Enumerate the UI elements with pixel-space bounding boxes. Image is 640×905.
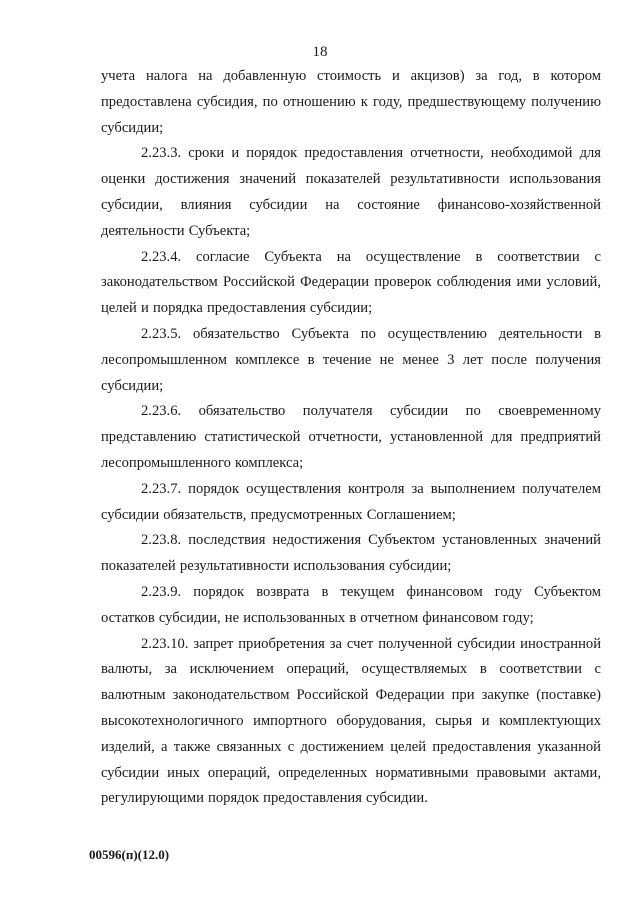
paragraph-2-23-3: 2.23.3. сроки и порядок предоставления отчетности, необходимой для оценки достижения значений показателей результативности использования субсидии, влияния субсидии на состояние финансово-хозяйственной деятельности Субъекта; (101, 145, 601, 239)
page-number: 18 (312, 44, 328, 60)
paragraph-2-23-10: 2.23.10. запрет приобретения за счет полученной субсидии иностранной валюты, за исключением операций, осуществляемых в соответствии с валютным законодательством Российской Федерации при закупке (поставке) высокотехнологичного импортного оборудования, сырья и комплектующих изделий, а также связанных с достижением целей предоставления указанной субсидии иных операций, определенных нормативными правовыми актами, регулирующими порядок предоставления субсидии. (101, 635, 601, 807)
paragraph-2-23-5: 2.23.5. обязательство Субъекта по осуществлению деятельности в лесопромышленном комплексе в течение не менее 3 лет после получения субсидии; (101, 325, 601, 394)
paragraph-2-23-4: 2.23.4. согласие Субъекта на осуществление в соответствии с законодательством Российской Федерации проверок соблюдения ими условий, целей и порядка предоставления субсидии; (101, 248, 601, 317)
document-body (101, 64, 601, 812)
paragraph-2-23-9: 2.23.9. порядок возврата в текущем финансовом году Субъектом остатков субсидии, не использованных в отчетном финансовом году; (101, 583, 601, 626)
paragraph-2-23-7: 2.23.7. порядок осуществления контроля за выполнением получателем субсидии обязательств, предусмотренных Соглашением; (101, 480, 601, 523)
paragraph-2-23-6: 2.23.6. обязательство получателя субсидии по своевременному представлению статистической отчетности, установленной для предприятий лесопромышленного комплекса; (101, 403, 601, 471)
paragraph-continuation: учета налога на добавленную стоимость и акцизов) за год, в котором предоставлена субсидия, по отношению к году, предшествующему получению субсидии; (101, 68, 601, 136)
paragraph-2-23-8: 2.23.8. последствия недостижения Субъектом установленных значений показателей результативности использования субсидии; (101, 532, 601, 575)
document-code: 00596(п)(12.0) (89, 847, 170, 862)
